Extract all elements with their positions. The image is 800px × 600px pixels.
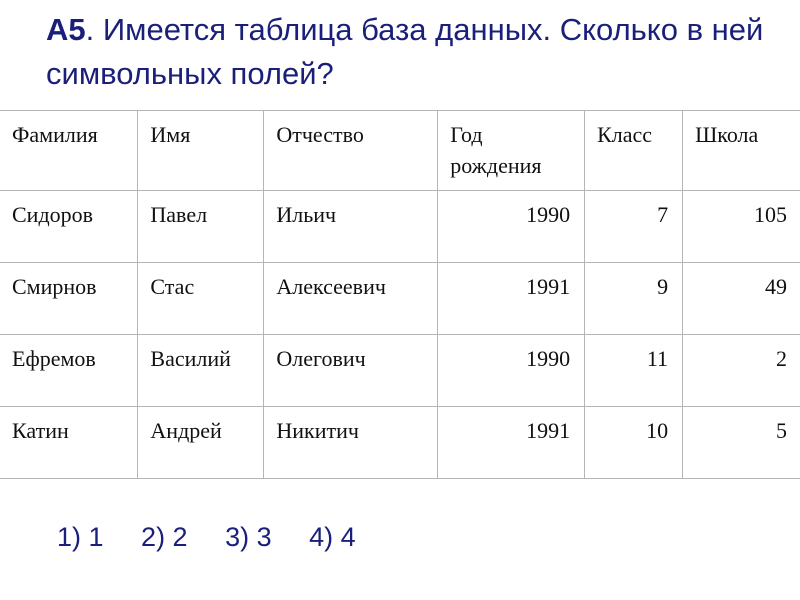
header-cell: Отчество bbox=[264, 111, 438, 191]
table-cell: Василий bbox=[138, 335, 264, 407]
table-cell: 1990 bbox=[438, 191, 585, 263]
table-cell: Катин bbox=[0, 407, 138, 479]
table-cell: 5 bbox=[683, 407, 800, 479]
table-cell: Сидоров bbox=[0, 191, 138, 263]
table-row bbox=[0, 191, 800, 263]
table-cell: Олегович bbox=[264, 335, 438, 407]
table-cell: 11 bbox=[585, 335, 683, 407]
table-cell: 10 bbox=[585, 407, 683, 479]
table-cell: 1991 bbox=[438, 263, 585, 335]
header-cell: Имя bbox=[138, 111, 264, 191]
database-table bbox=[0, 110, 800, 479]
table-cell: Никитич bbox=[264, 407, 438, 479]
table-row bbox=[0, 335, 800, 407]
table-cell: 105 bbox=[683, 191, 800, 263]
table-cell: Павел bbox=[138, 191, 264, 263]
table-cell: 1990 bbox=[438, 335, 585, 407]
table-cell: 49 bbox=[683, 263, 800, 335]
header-cell: Фамилия bbox=[0, 111, 138, 191]
table-cell: Ефремов bbox=[0, 335, 138, 407]
table-cell: Стас bbox=[138, 263, 264, 335]
question-number: A5 bbox=[46, 12, 86, 47]
table-cell: Алексеевич bbox=[264, 263, 438, 335]
answer-option-4: 4) 4 bbox=[309, 522, 356, 552]
table-cell: Смирнов bbox=[0, 263, 138, 335]
table-cell: Андрей bbox=[138, 407, 264, 479]
answer-option-1: 1) 1 bbox=[57, 522, 104, 552]
table-cell: Ильич bbox=[264, 191, 438, 263]
answer-option-2: 2) 2 bbox=[141, 522, 188, 552]
answer-options bbox=[57, 522, 386, 553]
table-cell: 2 bbox=[683, 335, 800, 407]
table-header-row bbox=[0, 111, 800, 191]
answer-option-3: 3) 3 bbox=[225, 522, 272, 552]
header-cell: Школа bbox=[683, 111, 800, 191]
table-cell: 1991 bbox=[438, 407, 585, 479]
table-row bbox=[0, 407, 800, 479]
question-text: . Имеется таблица база данных. Сколько в ней символьных полей? bbox=[46, 12, 764, 91]
question-title bbox=[46, 8, 786, 96]
header-cell: Год рождения bbox=[438, 111, 585, 191]
header-cell: Класс bbox=[585, 111, 683, 191]
table-cell: 7 bbox=[585, 191, 683, 263]
table-cell: 9 bbox=[585, 263, 683, 335]
table-row bbox=[0, 263, 800, 335]
